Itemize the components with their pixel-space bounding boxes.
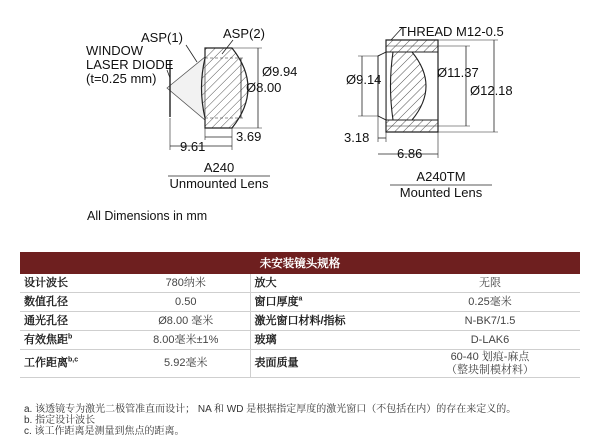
all-dimensions-note: All Dimensions in mm	[87, 209, 208, 223]
spec-table-title: 未安装镜头规格	[20, 252, 580, 274]
spec-value: 0.25毫米	[400, 293, 580, 312]
footnote-b: b. 指定设计波长	[24, 415, 96, 426]
a240-dim-outer: Ø9.94	[262, 64, 298, 79]
thread-label: THREAD M12-0.5	[399, 24, 504, 39]
footnote-marker: b	[68, 332, 73, 340]
a240tm-drawing	[344, 24, 513, 200]
spec-label: 数值孔径	[20, 293, 122, 312]
a240-caption-type: Unmounted Lens	[169, 176, 269, 191]
spec-value: 5.92毫米	[122, 350, 250, 378]
spec-table	[20, 252, 580, 378]
asp1-label: ASP(1)	[141, 30, 183, 45]
a240tm-dim-offset: 3.18	[344, 130, 370, 145]
spec-label: 设计波长	[20, 274, 122, 293]
a240tm-caption-type: Mounted Lens	[399, 185, 483, 200]
footnotes	[24, 404, 594, 437]
spec-label: 放大	[250, 274, 400, 293]
spec-label: 有效焦距$^b$	[20, 331, 122, 350]
spec-label: 窗口厚度$^a$	[250, 293, 400, 312]
footnote-marker: b,c	[68, 356, 79, 364]
spec-value-line1: 60-40 划痕-麻点	[450, 350, 530, 363]
a240tm-dim-right-inner: Ø11.37	[437, 65, 479, 80]
spec-value	[400, 350, 580, 378]
spec-label: 激光窗口材料/指标	[250, 312, 400, 331]
spec-value: 无限	[400, 274, 580, 293]
a240tm-dim-left: Ø9.14	[346, 72, 382, 87]
table-row	[20, 331, 580, 350]
window-label-line2: LASER DIODE	[86, 57, 174, 72]
spec-value-line2: （整块制模材料）	[446, 363, 534, 376]
spec-value: 0.50	[122, 293, 250, 312]
table-row	[20, 293, 580, 312]
spec-value: 8.00毫米±1%	[122, 331, 250, 350]
window-label-line3: (t=0.25 mm)	[86, 71, 157, 86]
spec-value: Ø8.00 毫米	[122, 312, 250, 331]
spec-label: 玻璃	[250, 331, 400, 350]
a240-caption-part: A240	[203, 160, 235, 175]
a240-drawing	[86, 26, 297, 191]
table-row	[20, 312, 580, 331]
spec-value: 780纳米	[122, 274, 250, 293]
a240tm-dim-right-outer: Ø12.18	[470, 83, 513, 98]
spec-label: 表面质量	[250, 350, 400, 378]
footnote-a: a. 该透镜专为激光二极管准直而设计； NA 和 WD 是根据指定厚度的激光窗口（不包括在内）的存在来定义的。	[24, 404, 517, 415]
asp2-label: ASP(2)	[223, 26, 265, 41]
a240-dim-inner: Ø8.00	[246, 80, 282, 95]
spec-label: 通光孔径	[20, 312, 122, 331]
spec-value: D-LAK6	[400, 331, 580, 350]
a240tm-dim-length: 6.86	[397, 146, 423, 161]
a240-dim-length: 9.61	[180, 139, 206, 154]
a240tm-caption-part: A240TM	[416, 169, 466, 184]
spec-label: 工作距离$^{b,c}$	[20, 350, 122, 378]
table-row	[20, 350, 580, 378]
table-row	[20, 274, 580, 293]
footnote-marker: a	[298, 294, 303, 302]
spec-value: N-BK7/1.5	[400, 312, 580, 331]
footnote-c: c. 该工作距离是测量到焦点的距离。	[24, 426, 185, 437]
window-label-line1: WINDOW	[86, 43, 144, 58]
a240-dim-thickness: 3.69	[236, 129, 262, 144]
